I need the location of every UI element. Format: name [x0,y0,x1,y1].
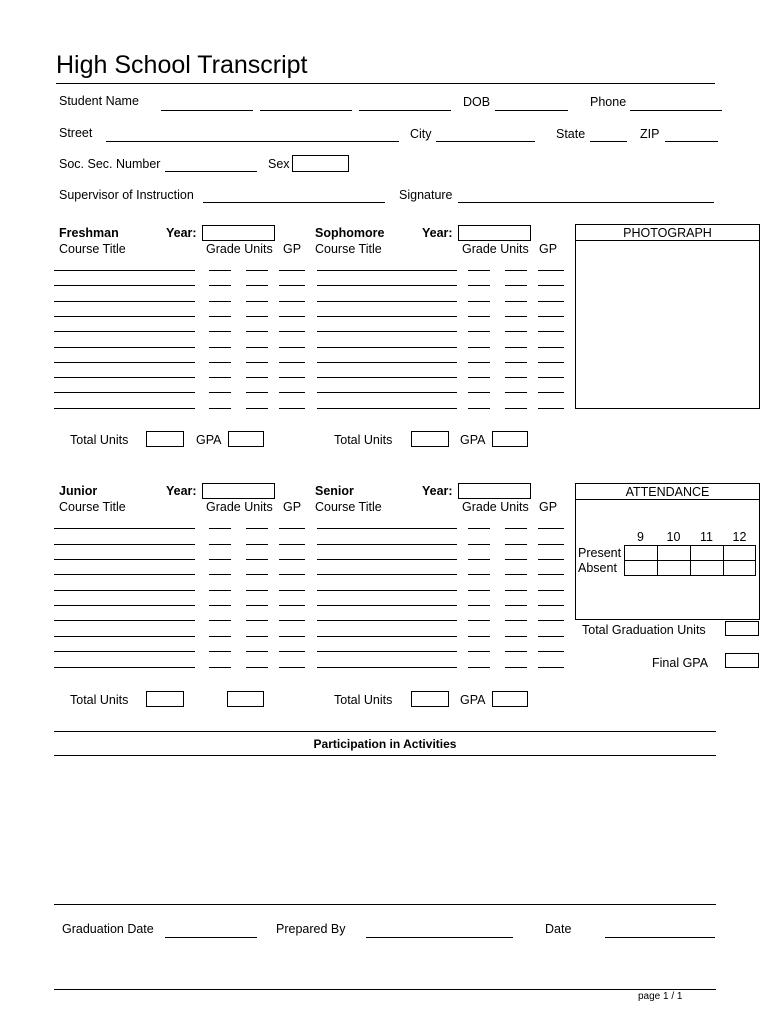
sophomore-year-box[interactable] [458,225,531,241]
freshman-gp-line[interactable] [279,316,305,317]
sophomore-gp-header: GP [539,242,558,256]
sophomore-gp-line[interactable] [538,331,564,332]
sophomore-grade-line[interactable] [468,316,490,317]
junior-course-line[interactable] [54,636,195,637]
sophomore-units-line[interactable] [505,331,527,332]
senior-total-units-label: Total Units [334,693,393,707]
student-name-field-3[interactable] [359,110,451,111]
final-gpa-label: Final GPA [652,656,709,670]
senior-gp-line[interactable] [538,667,564,668]
freshman-gp-line[interactable] [279,392,305,393]
sophomore-course-line[interactable] [317,408,457,409]
attendance-grade-10-header: 10 [666,530,681,544]
freshman-grade-line[interactable] [209,285,231,286]
title-rule [56,83,715,84]
sophomore-grade-units-header: Grade Units [462,242,529,256]
signature-label: Signature [399,188,453,202]
attendance-present-cell[interactable] [657,545,691,561]
freshman-course-line[interactable] [54,285,195,286]
attendance-header-rule [575,499,760,500]
senior-gp-line[interactable] [538,574,564,575]
junior-units-line[interactable] [246,620,268,621]
total-graduation-units-box[interactable] [725,621,759,636]
junior-grade-line[interactable] [209,667,231,668]
senior-units-line[interactable] [505,620,527,621]
freshman-units-line[interactable] [246,270,268,271]
sophomore-course-line[interactable] [317,331,457,332]
sophomore-course-line[interactable] [317,392,457,393]
junior-course-line[interactable] [54,590,195,591]
sophomore-grade-line[interactable] [468,392,490,393]
dob-field[interactable] [495,110,568,111]
freshman-gpa-label: GPA [196,433,222,447]
senior-grade-line[interactable] [468,544,490,545]
junior-total-units-box[interactable] [146,691,184,707]
senior-units-line[interactable] [505,528,527,529]
state-field[interactable] [590,141,627,142]
freshman-gp-line[interactable] [279,270,305,271]
senior-course-line[interactable] [317,620,457,621]
sophomore-grade-line[interactable] [468,285,490,286]
activities-end-rule [54,904,716,905]
junior-units-line[interactable] [246,574,268,575]
junior-grade-line[interactable] [209,590,231,591]
sophomore-gp-line[interactable] [538,316,564,317]
freshman-heading: Freshman [59,226,119,240]
junior-course-line[interactable] [54,620,195,621]
junior-units-line[interactable] [246,544,268,545]
attendance-present-label: Present [578,546,622,560]
sophomore-grade-line[interactable] [468,331,490,332]
sex-box[interactable] [292,155,349,172]
senior-gp-header: GP [539,500,558,514]
sophomore-gp-line[interactable] [538,362,564,363]
senior-gpa-label: GPA [460,693,486,707]
junior-gp-line[interactable] [279,620,305,621]
state-label: State [556,127,586,141]
junior-course-line[interactable] [54,667,195,668]
sophomore-units-line[interactable] [505,377,527,378]
senior-units-line[interactable] [505,605,527,606]
sophomore-gp-line[interactable] [538,377,564,378]
junior-course-line[interactable] [54,528,195,529]
senior-units-line[interactable] [505,559,527,560]
sophomore-gp-line[interactable] [538,392,564,393]
freshman-units-line[interactable] [246,347,268,348]
attendance-absent-cell[interactable] [657,560,691,576]
ssn-field[interactable] [165,171,257,172]
senior-gp-line[interactable] [538,528,564,529]
senior-grade-units-header: Grade Units [462,500,529,514]
senior-units-line[interactable] [505,544,527,545]
freshman-year-label: Year: [166,226,197,240]
junior-course-line[interactable] [54,574,195,575]
freshman-grade-line[interactable] [209,270,231,271]
junior-gp-line[interactable] [279,636,305,637]
attendance-absent-label: Absent [578,561,617,575]
senior-gp-line[interactable] [538,544,564,545]
sophomore-grade-line[interactable] [468,347,490,348]
sophomore-total-units-label: Total Units [334,433,393,447]
supervisor-label: Supervisor of Instruction [59,188,194,202]
sophomore-gp-line[interactable] [538,285,564,286]
attendance-absent-cell[interactable] [723,560,756,576]
graduation-date-field[interactable] [165,937,257,938]
freshman-gp-line[interactable] [279,347,305,348]
freshman-grade-line[interactable] [209,408,231,409]
junior-grade-units-header: Grade Units [206,500,273,514]
junior-units-line[interactable] [246,528,268,529]
city-field[interactable] [436,141,535,142]
sophomore-year-label: Year: [422,226,453,240]
sophomore-heading: Sophomore [315,226,385,240]
junior-units-line[interactable] [246,636,268,637]
senior-course-line[interactable] [317,667,457,668]
page-number: page 1 / 1 [638,991,683,1002]
sophomore-grade-line[interactable] [468,301,490,302]
freshman-course-line[interactable] [54,301,195,302]
senior-grade-line[interactable] [468,636,490,637]
sophomore-gp-line[interactable] [538,347,564,348]
junior-gp-header: GP [283,500,302,514]
sophomore-units-line[interactable] [505,392,527,393]
senior-course-line[interactable] [317,590,457,591]
senior-course-line[interactable] [317,605,457,606]
junior-units-line[interactable] [246,590,268,591]
final-gpa-box[interactable] [725,653,759,668]
freshman-units-line[interactable] [246,362,268,363]
senior-grade-line[interactable] [468,605,490,606]
senior-course-line[interactable] [317,651,457,652]
freshman-course-line[interactable] [54,316,195,317]
freshman-units-line[interactable] [246,301,268,302]
freshman-gp-line[interactable] [279,285,305,286]
photograph-label: PHOTOGRAPH [623,226,712,240]
sophomore-course-line[interactable] [317,362,457,363]
junior-course-title-header: Course Title [59,500,126,514]
junior-gp-line[interactable] [279,590,305,591]
photograph-box[interactable] [575,224,760,409]
senior-year-box[interactable] [458,483,531,499]
junior-grade-line[interactable] [209,559,231,560]
attendance-present-cell[interactable] [723,545,756,561]
attendance-grade-11-header: 11 [700,530,713,544]
senior-grade-line[interactable] [468,559,490,560]
date-field[interactable] [605,937,715,938]
junior-course-line[interactable] [54,605,195,606]
senior-gp-line[interactable] [538,590,564,591]
dob-label: DOB [463,95,491,109]
freshman-gp-line[interactable] [279,362,305,363]
total-graduation-units-label: Total Graduation Units [582,623,706,637]
graduation-date-label: Graduation Date [62,922,154,936]
sophomore-gpa-box[interactable] [492,431,528,447]
sophomore-grade-line[interactable] [468,362,490,363]
senior-total-units-box[interactable] [411,691,449,707]
attendance-present-cell[interactable] [690,545,724,561]
senior-units-line[interactable] [505,590,527,591]
freshman-grade-line[interactable] [209,316,231,317]
sophomore-course-line[interactable] [317,316,457,317]
photograph-header-rule [575,240,760,241]
freshman-gp-line[interactable] [279,331,305,332]
attendance-title: ATTENDANCE [625,485,710,499]
sophomore-gp-line[interactable] [538,301,564,302]
senior-course-line[interactable] [317,544,457,545]
senior-grade-line[interactable] [468,574,490,575]
junior-grade-line[interactable] [209,636,231,637]
signature-field[interactable] [458,202,714,203]
freshman-total-units-box[interactable] [146,431,184,447]
freshman-course-line[interactable] [54,392,195,393]
sophomore-grade-line[interactable] [468,377,490,378]
freshman-gp-line[interactable] [279,377,305,378]
ssn-label: Soc. Sec. Number [59,157,161,171]
street-field[interactable] [106,141,399,142]
senior-course-line[interactable] [317,574,457,575]
sophomore-units-line[interactable] [505,408,527,409]
junior-course-line[interactable] [54,559,195,560]
junior-gpa-box[interactable] [227,691,264,707]
senior-units-line[interactable] [505,651,527,652]
supervisor-field[interactable] [203,202,385,203]
freshman-course-line[interactable] [54,362,195,363]
student-name-label: Student Name [59,94,139,108]
senior-course-line[interactable] [317,528,457,529]
sophomore-units-line[interactable] [505,285,527,286]
junior-gp-line[interactable] [279,544,305,545]
sophomore-units-line[interactable] [505,316,527,317]
sophomore-course-line[interactable] [317,377,457,378]
junior-gp-line[interactable] [279,559,305,560]
senior-heading: Senior [315,484,354,498]
junior-units-line[interactable] [246,559,268,560]
junior-gp-line[interactable] [279,574,305,575]
senior-gp-line[interactable] [538,636,564,637]
senior-grade-line[interactable] [468,620,490,621]
junior-units-line[interactable] [246,651,268,652]
freshman-total-units-label: Total Units [70,433,129,447]
sophomore-units-line[interactable] [505,347,527,348]
freshman-units-line[interactable] [246,408,268,409]
junior-gp-line[interactable] [279,651,305,652]
sophomore-units-line[interactable] [505,270,527,271]
senior-gp-line[interactable] [538,620,564,621]
freshman-grade-line[interactable] [209,301,231,302]
sophomore-total-units-box[interactable] [411,431,449,447]
junior-grade-line[interactable] [209,620,231,621]
sophomore-gp-line[interactable] [538,408,564,409]
senior-units-line[interactable] [505,667,527,668]
sophomore-course-title-header: Course Title [315,242,382,256]
senior-grade-line[interactable] [468,667,490,668]
freshman-units-line[interactable] [246,285,268,286]
zip-label: ZIP [640,127,660,141]
city-label: City [410,127,432,141]
phone-field[interactable] [630,110,722,111]
junior-year-box[interactable] [202,483,275,499]
freshman-course-title-header: Course Title [59,242,126,256]
freshman-grade-line[interactable] [209,331,231,332]
junior-grade-line[interactable] [209,605,231,606]
attendance-present-cell[interactable] [624,545,658,561]
junior-gp-line[interactable] [279,528,305,529]
student-name-field-1[interactable] [161,110,253,111]
senior-units-line[interactable] [505,636,527,637]
senior-grade-line[interactable] [468,590,490,591]
senior-gp-line[interactable] [538,559,564,560]
sophomore-grade-line[interactable] [468,270,490,271]
sophomore-course-line[interactable] [317,301,457,302]
prepared-by-label: Prepared By [276,922,346,936]
sophomore-units-line[interactable] [505,362,527,363]
freshman-course-line[interactable] [54,408,195,409]
freshman-year-box[interactable] [202,225,275,241]
freshman-grade-line[interactable] [209,377,231,378]
junior-grade-line[interactable] [209,651,231,652]
freshman-units-line[interactable] [246,331,268,332]
freshman-grade-line[interactable] [209,347,231,348]
senior-gp-line[interactable] [538,651,564,652]
senior-course-line[interactable] [317,559,457,560]
freshman-grade-line[interactable] [209,362,231,363]
freshman-gp-header: GP [283,242,302,256]
student-name-field-2[interactable] [260,110,352,111]
junior-gp-line[interactable] [279,667,305,668]
activities-top-rule [54,731,716,732]
junior-units-line[interactable] [246,667,268,668]
freshman-course-line[interactable] [54,377,195,378]
junior-grade-line[interactable] [209,544,231,545]
sophomore-gpa-label: GPA [460,433,486,447]
street-label: Street [59,126,93,140]
junior-course-line[interactable] [54,651,195,652]
freshman-course-line[interactable] [54,347,195,348]
sex-label: Sex [268,157,290,171]
senior-course-line[interactable] [317,636,457,637]
attendance-grade-9-header: 9 [637,530,644,544]
senior-units-line[interactable] [505,574,527,575]
freshman-units-line[interactable] [246,392,268,393]
phone-label: Phone [590,95,627,109]
attendance-absent-cell[interactable] [690,560,724,576]
zip-field[interactable] [665,141,718,142]
freshman-grade-line[interactable] [209,392,231,393]
freshman-units-line[interactable] [246,377,268,378]
senior-year-label: Year: [422,484,453,498]
date-label: Date [545,922,572,936]
junior-gp-line[interactable] [279,605,305,606]
junior-grade-line[interactable] [209,528,231,529]
junior-grade-line[interactable] [209,574,231,575]
freshman-gp-line[interactable] [279,301,305,302]
senior-gpa-box[interactable] [492,691,528,707]
sophomore-gp-line[interactable] [538,270,564,271]
activities-area[interactable] [54,757,716,902]
freshman-grade-units-header: Grade Units [206,242,273,256]
senior-gp-line[interactable] [538,605,564,606]
attendance-absent-cell[interactable] [624,560,658,576]
sophomore-grade-line[interactable] [468,408,490,409]
activities-label: Participation in Activities [313,737,457,751]
activities-bottom-rule [54,755,716,756]
sophomore-units-line[interactable] [505,301,527,302]
junior-units-line[interactable] [246,605,268,606]
junior-heading: Junior [59,484,98,498]
freshman-units-line[interactable] [246,316,268,317]
freshman-gpa-box[interactable] [228,431,264,447]
attendance-grade-12-header: 12 [732,530,747,544]
senior-grade-line[interactable] [468,651,490,652]
freshman-course-line[interactable] [54,270,195,271]
prepared-by-field[interactable] [366,937,513,938]
freshman-course-line[interactable] [54,331,195,332]
senior-course-title-header: Course Title [315,500,382,514]
junior-course-line[interactable] [54,544,195,545]
junior-year-label: Year: [166,484,197,498]
sophomore-course-line[interactable] [317,347,457,348]
sophomore-course-line[interactable] [317,285,457,286]
sophomore-course-line[interactable] [317,270,457,271]
freshman-gp-line[interactable] [279,408,305,409]
page-title: High School Transcript [56,51,308,79]
junior-total-units-label: Total Units [70,693,129,707]
senior-grade-line[interactable] [468,528,490,529]
footer-rule [54,989,716,990]
